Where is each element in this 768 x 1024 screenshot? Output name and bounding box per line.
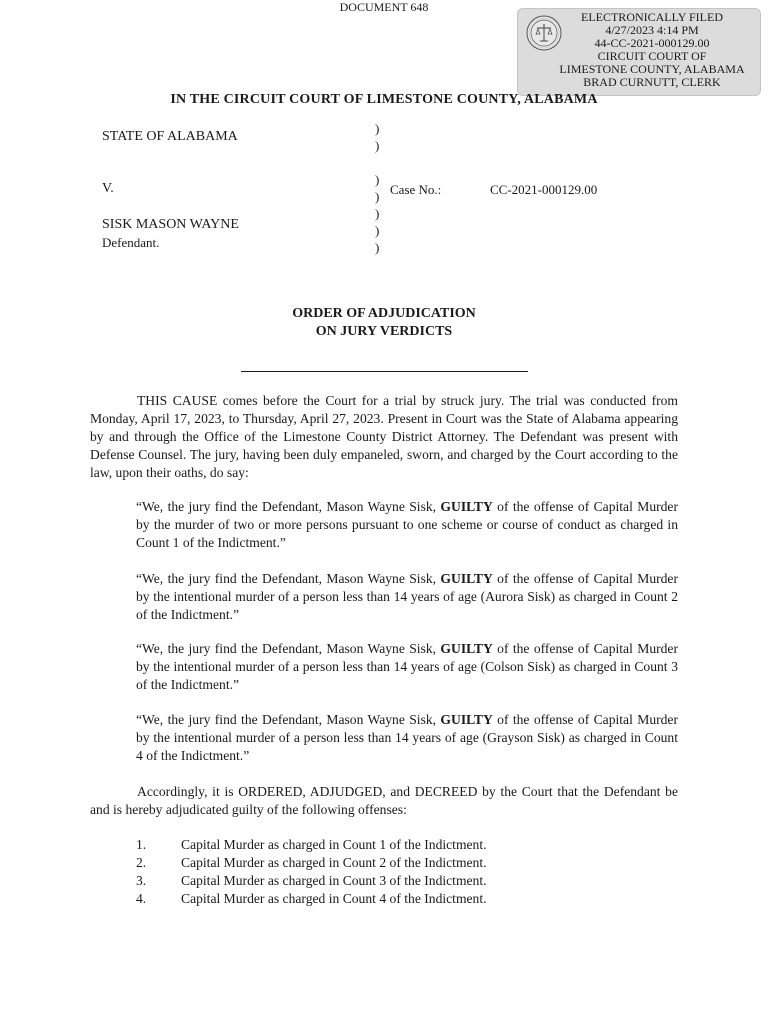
caption-bracket: ) <box>375 172 380 187</box>
verdict-quote <box>136 711 678 765</box>
list-item <box>0 872 768 890</box>
versus-label: V. <box>102 181 114 196</box>
verdict-quote <box>136 498 678 552</box>
verdict-quote <box>136 570 678 624</box>
verdict-guilty: GUILTY <box>440 571 493 586</box>
caption-bracket: ) <box>375 121 380 136</box>
plaintiff-name: STATE OF ALABAMA <box>102 129 238 144</box>
defendant-name: SISK MASON WAYNE <box>102 217 239 232</box>
order-title-line-2: ON JURY VERDICTS <box>315 324 453 339</box>
stamp-text <box>544 11 760 89</box>
list-item <box>0 890 768 908</box>
court-title: IN THE CIRCUIT COURT OF LIMESTONE COUNTY, ALABAMA <box>170 92 598 107</box>
caption-bracket: ) <box>375 206 380 221</box>
caption-brackets <box>375 120 385 256</box>
list-item-number: 1. <box>136 837 147 852</box>
verdict-guilty: GUILTY <box>440 712 493 727</box>
verdict-text: “We, the jury find the Defendant, Mason Wayne Sisk, <box>136 499 441 514</box>
verdict-text: of the offense of Capital Murder by the intentional murder of a person less than 14 years of age (Grayson Sisk) as charged in Count 4 of the Indictment.” <box>136 712 678 763</box>
verdict-guilty: GUILTY <box>440 499 493 514</box>
list-item <box>0 854 768 872</box>
stamp-line: CIRCUIT COURT OF <box>597 49 707 63</box>
decree-paragraph: Accordingly, it is ORDERED, ADJUDGED, and DECREED by the Court that the Defendant be and is hereby adjudicated guilty of the following offenses: <box>90 784 678 817</box>
verdict-text: of the offense of Capital Murder by the intentional murder of a person less than 14 years of age (Aurora Sisk) as charged in Count 2 of the Indictment.” <box>136 571 678 622</box>
defendant-label: Defendant. <box>102 235 160 250</box>
list-item <box>0 836 768 854</box>
caption-bracket: ) <box>375 240 380 255</box>
case-number: CC-2021-000129.00 <box>490 182 598 197</box>
list-item-number: 4. <box>136 891 147 906</box>
caption-bracket: ) <box>375 223 380 238</box>
verdict-guilty: GUILTY <box>440 641 493 656</box>
caption-bracket <box>375 154 385 171</box>
verdict-text: “We, the jury find the Defendant, Mason Wayne Sisk, <box>136 712 441 727</box>
document-number: DOCUMENT 648 <box>339 0 429 14</box>
caption-bracket: ) <box>375 138 380 153</box>
order-title <box>0 305 768 341</box>
stamp-line: BRAD CURNUTT, CLERK <box>583 75 721 89</box>
list-item-text: Capital Murder as charged in Count 4 of the Indictment. <box>181 891 487 906</box>
verdict-text: of the offense of Capital Murder by the intentional murder of a person less than 14 years of age (Colson Sisk) as charged in Count 3 of the Indictment.” <box>136 641 678 692</box>
list-item-text: Capital Murder as charged in Count 2 of the Indictment. <box>181 855 487 870</box>
list-item-text: Capital Murder as charged in Count 3 of the Indictment. <box>181 873 487 888</box>
list-item-number: 2. <box>136 855 147 870</box>
verdict-text: “We, the jury find the Defendant, Mason Wayne Sisk, <box>136 571 441 586</box>
filing-stamp <box>517 8 761 96</box>
caption-bracket: ) <box>375 189 380 204</box>
title-divider <box>241 371 528 372</box>
stamp-line: LIMESTONE COUNTY, ALABAMA <box>559 62 745 76</box>
verdict-quote <box>136 640 678 694</box>
verdict-text: “We, the jury find the Defendant, Mason Wayne Sisk, <box>136 641 441 656</box>
stamp-line: 44-CC-2021-000129.00 <box>594 36 710 50</box>
order-title-line-1: ORDER OF ADJUDICATION <box>292 306 476 321</box>
list-item-text: Capital Murder as charged in Count 1 of the Indictment. <box>181 837 487 852</box>
stamp-line: 4/27/2023 4:14 PM <box>605 23 699 37</box>
stamp-line: ELECTRONICALLY FILED <box>580 10 723 24</box>
list-item-number: 3. <box>136 873 147 888</box>
case-number-label: Case No.: <box>390 182 442 197</box>
intro-paragraph: THIS CAUSE comes before the Court for a trial by struck jury. The trial was conducted from Monday, April 17, 2023, to Thursday, April 27, 2023. Present in Court was the State of Alabama appearing by and through the Office of the Limestone County District Attorney. The Defendant was present with Defense Counsel. The jury, having been duly empaneled, sworn, and charged by the Court according to the law, upon their oaths, do say: <box>90 393 678 480</box>
verdict-text: of the offense of Capital Murder by the murder of two or more persons pursuant to one scheme or course of conduct as charged in Count 1 of the Indictment.” <box>136 499 678 550</box>
